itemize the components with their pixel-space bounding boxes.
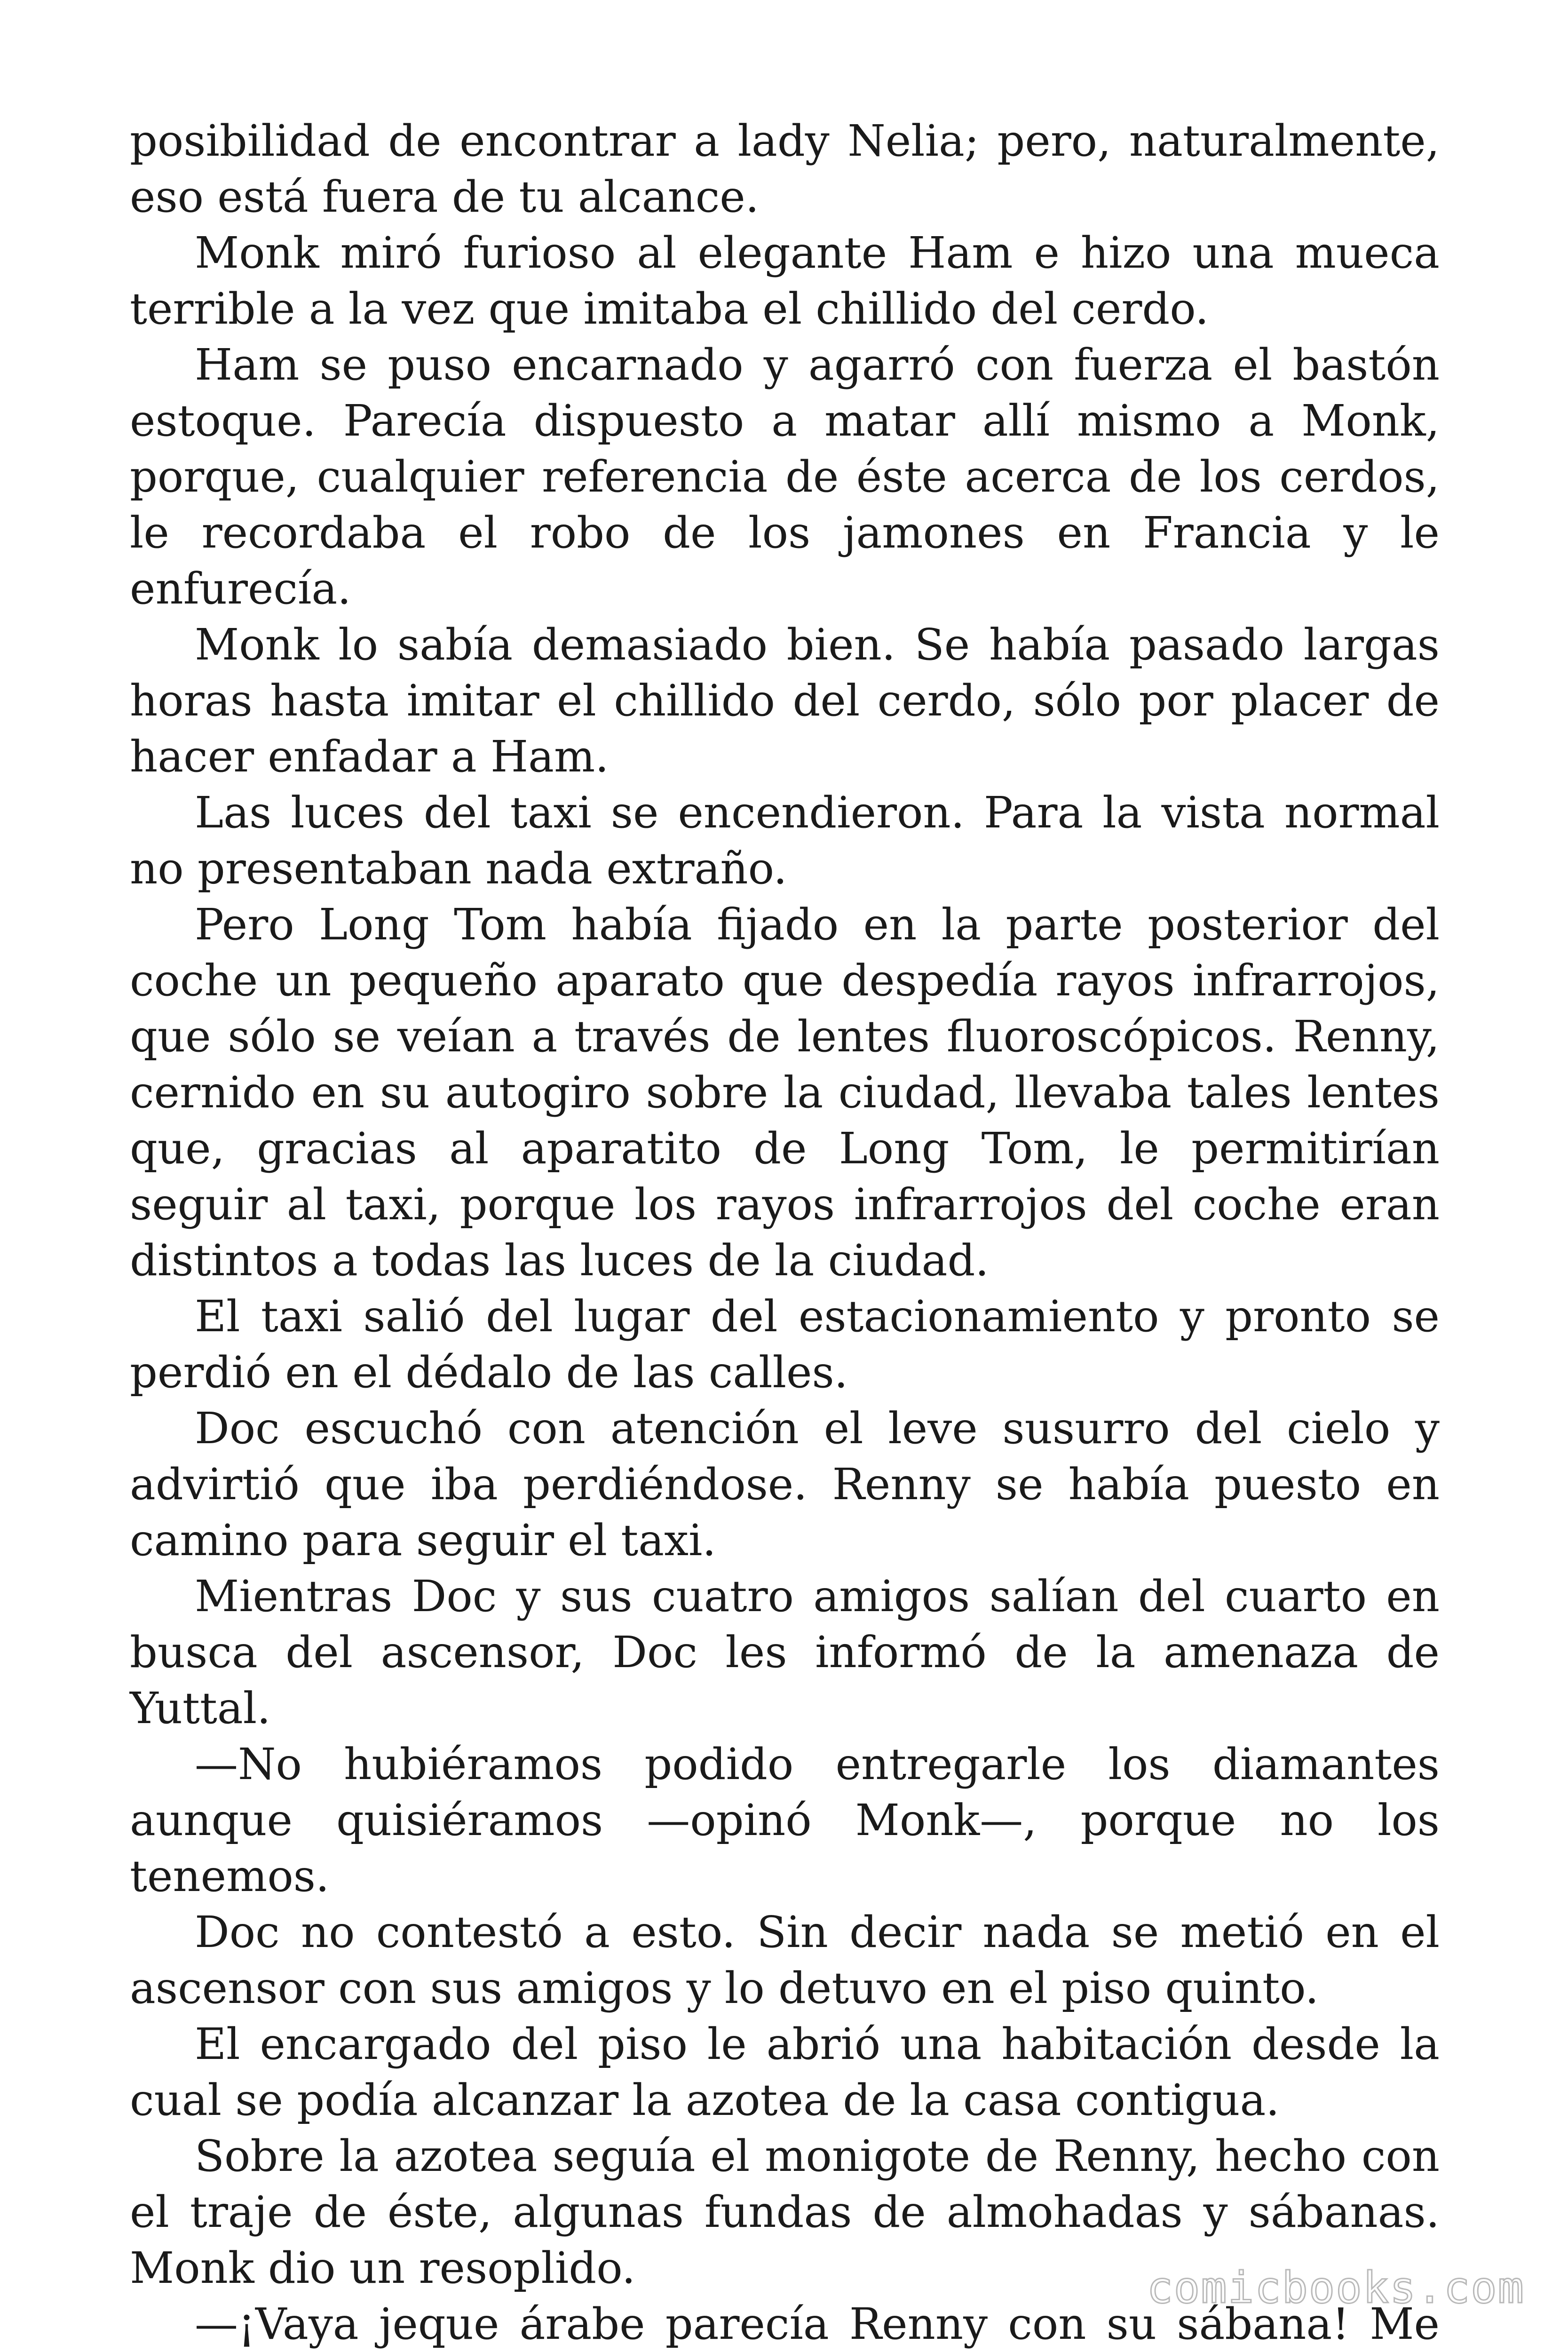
paragraph-continuation: posibilidad de encontrar a lady Nelia; pero, naturalmente, eso está fuera de tu alcance.: [130, 116, 1440, 222]
paragraph: Pero Long Tom había fijado en la parte posterior del coche un pequeño aparato que despedía rayos infrarrojos, que sólo se veían a través de lentes fluoroscópicos. Renny, cernido en su autogiro sobre la ciudad, llevaba tales lentes que, gracias al aparatito de Long Tom, le permitirían seguir al taxi, porque los rayos infrarrojos del coche eran distintos a todas las luces de la ciudad.: [130, 899, 1440, 1286]
paragraph: Ham se puso encarnado y agarró con fuerza el bastón estoque. Parecía dispuesto a matar allí mismo a Monk, porque, cualquier referencia de éste acerca de los cerdos, le recordaba el robo de los jamones en Francia y le enfurecía.: [130, 340, 1440, 614]
paragraph: Doc escuchó con atención el leve susurro del cielo y advirtió que iba perdiéndose. Renny se había puesto en camino para seguir el taxi.: [130, 1403, 1440, 1565]
paragraph: Monk lo sabía demasiado bien. Se había pasado largas horas hasta imitar el chillido del cerdo, sólo por placer de hacer enfadar a Ham.: [130, 620, 1440, 782]
paragraph: Doc no contestó a esto. Sin decir nada se metió en el ascensor con sus amigos y lo detuvo en el piso quinto.: [130, 1907, 1440, 2013]
dialogue-paragraph: —No hubiéramos podido entregarle los diamantes aunque quisiéramos —opinó Monk—, porque no los tenemos.: [130, 1739, 1440, 1901]
paragraph: El encargado del piso le abrió una habitación desde la cual se podía alcanzar la azotea de la casa contigua.: [130, 2019, 1440, 2125]
paragraph: Monk miró furioso al elegante Ham e hizo una mueca terrible a la vez que imitaba el chillido del cerdo.: [130, 228, 1440, 334]
paragraph: Mientras Doc y sus cuatro amigos salían del cuarto en busca del ascensor, Doc les informó de la amenaza de Yuttal.: [130, 1571, 1440, 1733]
dialogue-paragraph: —¡Vaya jeque árabe parecía Renny con su sábana! Me: [195, 2299, 1440, 2349]
body-text: [130, 113, 1440, 2352]
paragraph: El taxi salió del lugar del estacionamiento y pronto se perdió en el dédalo de las calles.: [130, 1291, 1440, 1398]
watermark: comicbooks.com: [1147, 2263, 1525, 2313]
paragraph: Las luces del taxi se encendieron. Para la vista normal no presentaban nada extraño.: [130, 787, 1440, 894]
paragraph: Sobre la azotea seguía el monigote de Renny, hecho con el traje de éste, algunas fundas de almohadas y sábanas. Monk dio un resoplido.: [130, 2131, 1440, 2293]
